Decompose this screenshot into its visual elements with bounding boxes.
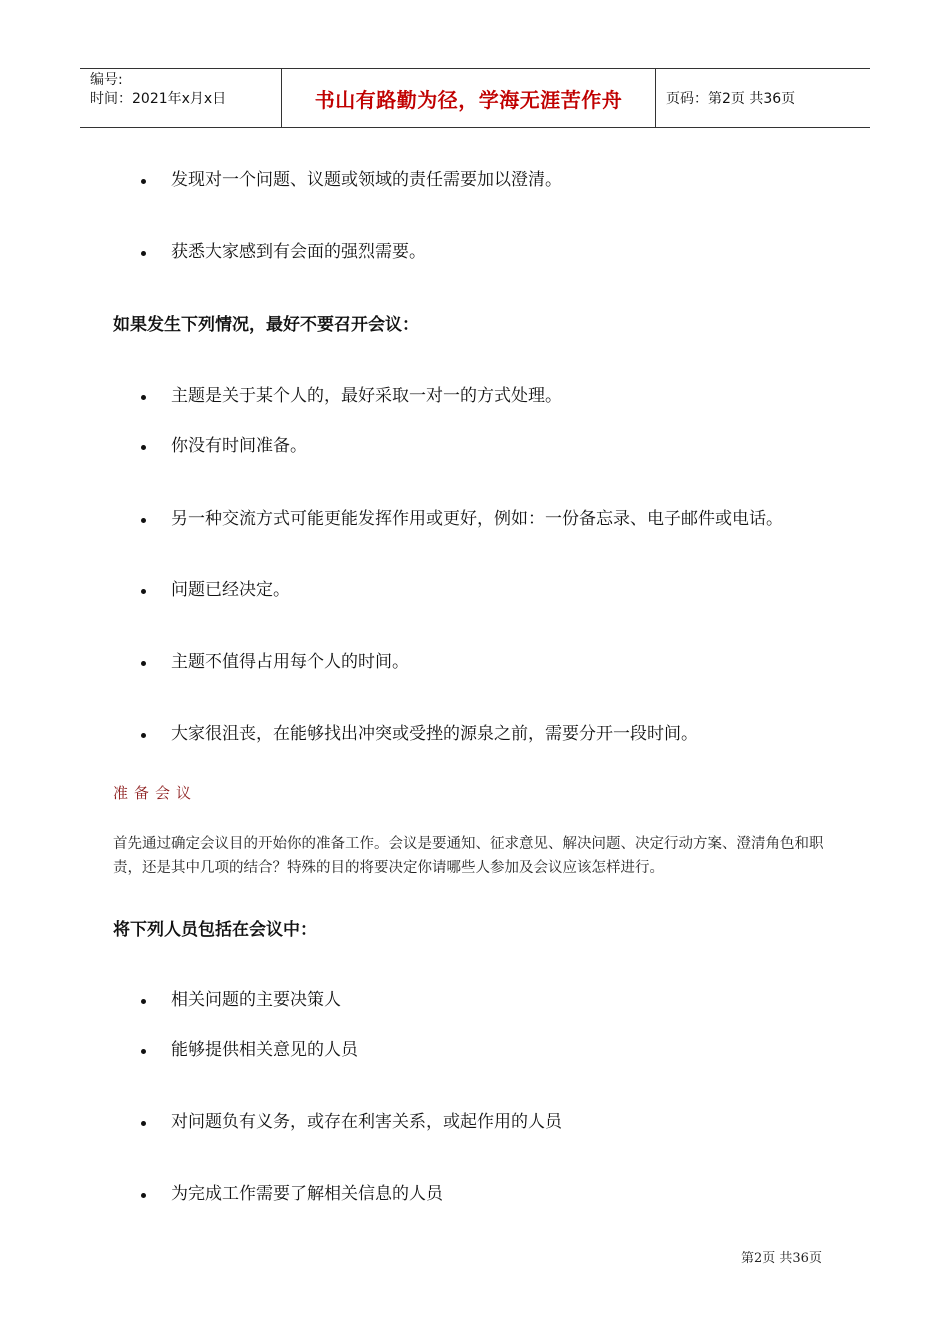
heading-include-people: 将下列人员包括在会议中： bbox=[113, 920, 317, 940]
bullet-icon bbox=[141, 1193, 146, 1198]
header-motto-cell bbox=[282, 69, 656, 127]
page-footer: 第2页 共36页 bbox=[741, 1251, 822, 1266]
bullet-icon bbox=[141, 179, 146, 184]
bullet-icon bbox=[141, 733, 146, 738]
section-title: 准备会议 bbox=[113, 784, 198, 802]
bullet-icon bbox=[141, 1049, 146, 1054]
header-motto: 书山有路勤为径，学海无涯苦作舟 bbox=[314, 87, 623, 112]
list-item-text: 大家很沮丧，在能够找出冲突或受挫的源泉之前，需要分开一段时间。 bbox=[171, 724, 698, 744]
list-item-text: 另一种交流方式可能更能发挥作用或更好，例如：一份备忘录、电子邮件或电话。 bbox=[171, 509, 783, 529]
header-table bbox=[80, 68, 870, 128]
list-item-text: 获悉大家感到有会面的强烈需要。 bbox=[171, 242, 426, 262]
list-item-text: 问题已经决定。 bbox=[171, 580, 290, 600]
list-item-text: 主题不值得占用每个人的时间。 bbox=[171, 652, 409, 672]
heading-avoid-meeting: 如果发生下列情况，最好不要召开会议： bbox=[113, 315, 419, 335]
document-time-label: 时间：2021年x月x日 bbox=[90, 91, 227, 107]
document-number-label: 编号: bbox=[90, 72, 123, 88]
list-item-text: 为完成工作需要了解相关信息的人员 bbox=[171, 1184, 443, 1204]
list-item-text: 主题是关于某个人的，最好采取一对一的方式处理。 bbox=[171, 386, 562, 406]
bullet-icon bbox=[141, 395, 146, 400]
header-info-cell bbox=[80, 69, 282, 127]
header-page-number: 页码：第2页 共36页 bbox=[666, 91, 796, 107]
bullet-icon bbox=[141, 1121, 146, 1126]
bullet-icon bbox=[141, 999, 146, 1004]
bullet-icon bbox=[141, 518, 146, 523]
bullet-icon bbox=[141, 251, 146, 256]
bullet-icon bbox=[141, 445, 146, 450]
bullet-icon bbox=[141, 661, 146, 666]
list-item-text: 对问题负有义务，或存在利害关系，或起作用的人员 bbox=[171, 1112, 562, 1132]
list-item-text: 你没有时间准备。 bbox=[171, 436, 307, 456]
bullet-icon bbox=[141, 589, 146, 594]
header-page-cell bbox=[656, 69, 870, 127]
list-item-text: 发现对一个问题、议题或领域的责任需要加以澄清。 bbox=[171, 170, 562, 190]
body-paragraph: 首先通过确定会议目的开始你的准备工作。会议是要通知、征求意见、解决问题、决定行动方案、澄清角色和职责，还是其中几项的结合？特殊的目的将要决定你请哪些人参加及会议应该怎样进行。 bbox=[113, 836, 824, 876]
list-item-text: 相关问题的主要决策人 bbox=[171, 990, 341, 1010]
list-item-text: 能够提供相关意见的人员 bbox=[171, 1040, 358, 1060]
